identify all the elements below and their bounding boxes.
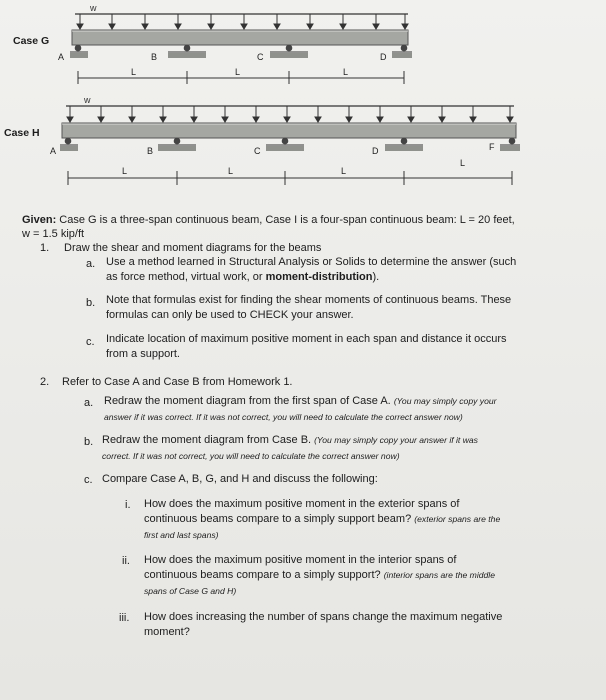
case-h-load-label: w [84,95,91,105]
given-text-1: Case G is a three-span continuous beam, Case I is a four-span continuous beam: L = 20 feet, [59,214,515,226]
case-h-label: Case H [4,127,40,139]
q2c-i-text-2: continuous beams compare to a simply support beam? [144,513,412,525]
q2-number: 2. [40,376,50,388]
q2c-ii-line-2 [144,569,495,582]
q1b-label: b. [86,297,96,309]
case-h-support-c [266,138,304,151]
q2c-i-line-2 [144,513,500,526]
case-h-support-b [158,138,196,151]
q2c-ii-note-2: spans of Case G and H) [144,586,237,596]
case-h-support-d [385,138,423,151]
case-h-support-label: B [147,146,154,156]
case-h-span-label: L [341,166,347,176]
q2c-i-note-1: (exterior spans are the [414,514,501,524]
case-g-support-label: A [58,52,65,62]
case-h-support-a [60,138,78,151]
case-g-span-label: L [235,67,241,77]
q1-text: Draw the shear and moment diagrams for the beams [64,242,322,254]
case-g-support-b [168,45,206,58]
q2a-note-2: answer if it was correct. If it was not correct, you will need to calculate the correct answer now) [104,412,463,422]
q1a-line-2 [106,271,379,284]
case-g-support-label: C [257,52,264,62]
case-g-span-label: L [131,67,137,77]
case-g-diagram [0,0,606,95]
case-g-span-label: L [343,67,349,77]
case-h-support-label: D [372,146,379,156]
q2b-note-2: correct. If it was not correct, you will need to calculate the correct answer now) [102,451,400,461]
case-h-support-label: A [50,146,57,156]
q2c-iii-line-1: How does increasing the number of spans change the maximum negative [144,611,503,623]
case-g-load-label: w [90,3,97,13]
case-g-beam [72,30,408,45]
case-h-support-label: F [489,142,495,152]
q2c-ii-note-1: (interior spans are the middle [383,570,495,580]
q2c-ii-label: ii. [122,555,130,567]
case-h-diagram [0,92,606,192]
q2b-line-1 [102,434,478,447]
given-line-2: w = 1.5 kip/ft [22,228,85,240]
case-h-support-label: C [254,146,261,156]
case-g-support-label: B [151,52,158,62]
q1a-line-2-bold: moment-distribution [265,271,373,283]
q2b-note-1: (You may simply copy your answer if it was [314,435,478,445]
given-line-1 [22,214,515,227]
q2c-iii-label: iii. [119,612,130,624]
q2c-iii-line-2: moment? [144,626,190,638]
q2c-i-label: i. [125,499,131,511]
case-h-span-label: L [460,158,466,168]
q1b-line-1: Note that formulas exist for finding the shear moments of continuous beams. These [106,294,512,306]
case-g-label: Case G [13,35,50,47]
case-h-span-label: L [228,166,234,176]
q1b-line-2: formulas can only be used to CHECK your answer. [106,309,354,321]
case-g-support-label: D [380,52,387,62]
q2b-label: b. [84,436,94,448]
case-g-support-c [270,45,308,58]
q2-text: Refer to Case A and Case B from Homework 1. [62,376,293,388]
q1c-label: c. [86,336,95,348]
q2b-text: Redraw the moment diagram from Case B. [102,434,312,446]
q1a-line-1: Use a method learned in Structural Analysis or Solids to determine the answer (such [106,256,517,268]
case-h-span-label: L [122,166,128,176]
q2c-ii-line-1: How does the maximum positive moment in the interior spans of [144,554,457,566]
case-g-support-a [70,45,88,58]
q2c-ii-text-2: continuous beams compare to a simply support? [144,569,381,581]
q1a-label: a. [86,258,96,270]
q2c-i-note-2: first and last spans) [144,530,219,540]
q2a-text: Redraw the moment diagram from the first span of Case A. [104,395,391,407]
case-h-support-f [500,138,520,151]
q1a-line-2-pre: as force method, virtual work, or [106,271,266,283]
q1a-line-2-post: ). [372,271,380,283]
q1c-line-2: from a support. [106,348,180,360]
case-g-support-d [392,45,412,58]
q2c-line-1: Compare Case A, B, G, and H and discuss the following: [102,473,378,485]
q2c-label: c. [84,474,93,486]
given-label: Given: [22,214,57,226]
q2c-i-line-1: How does the maximum positive moment in the exterior spans of [144,498,460,510]
q1-number: 1. [40,242,50,254]
q1c-line-1: Indicate location of maximum positive moment in each span and distance it occurs [106,333,507,345]
q2a-line-1 [104,395,497,408]
case-h-beam [62,123,516,138]
q2a-note-1: (You may simply copy your [393,396,497,406]
q2a-label: a. [84,397,94,409]
